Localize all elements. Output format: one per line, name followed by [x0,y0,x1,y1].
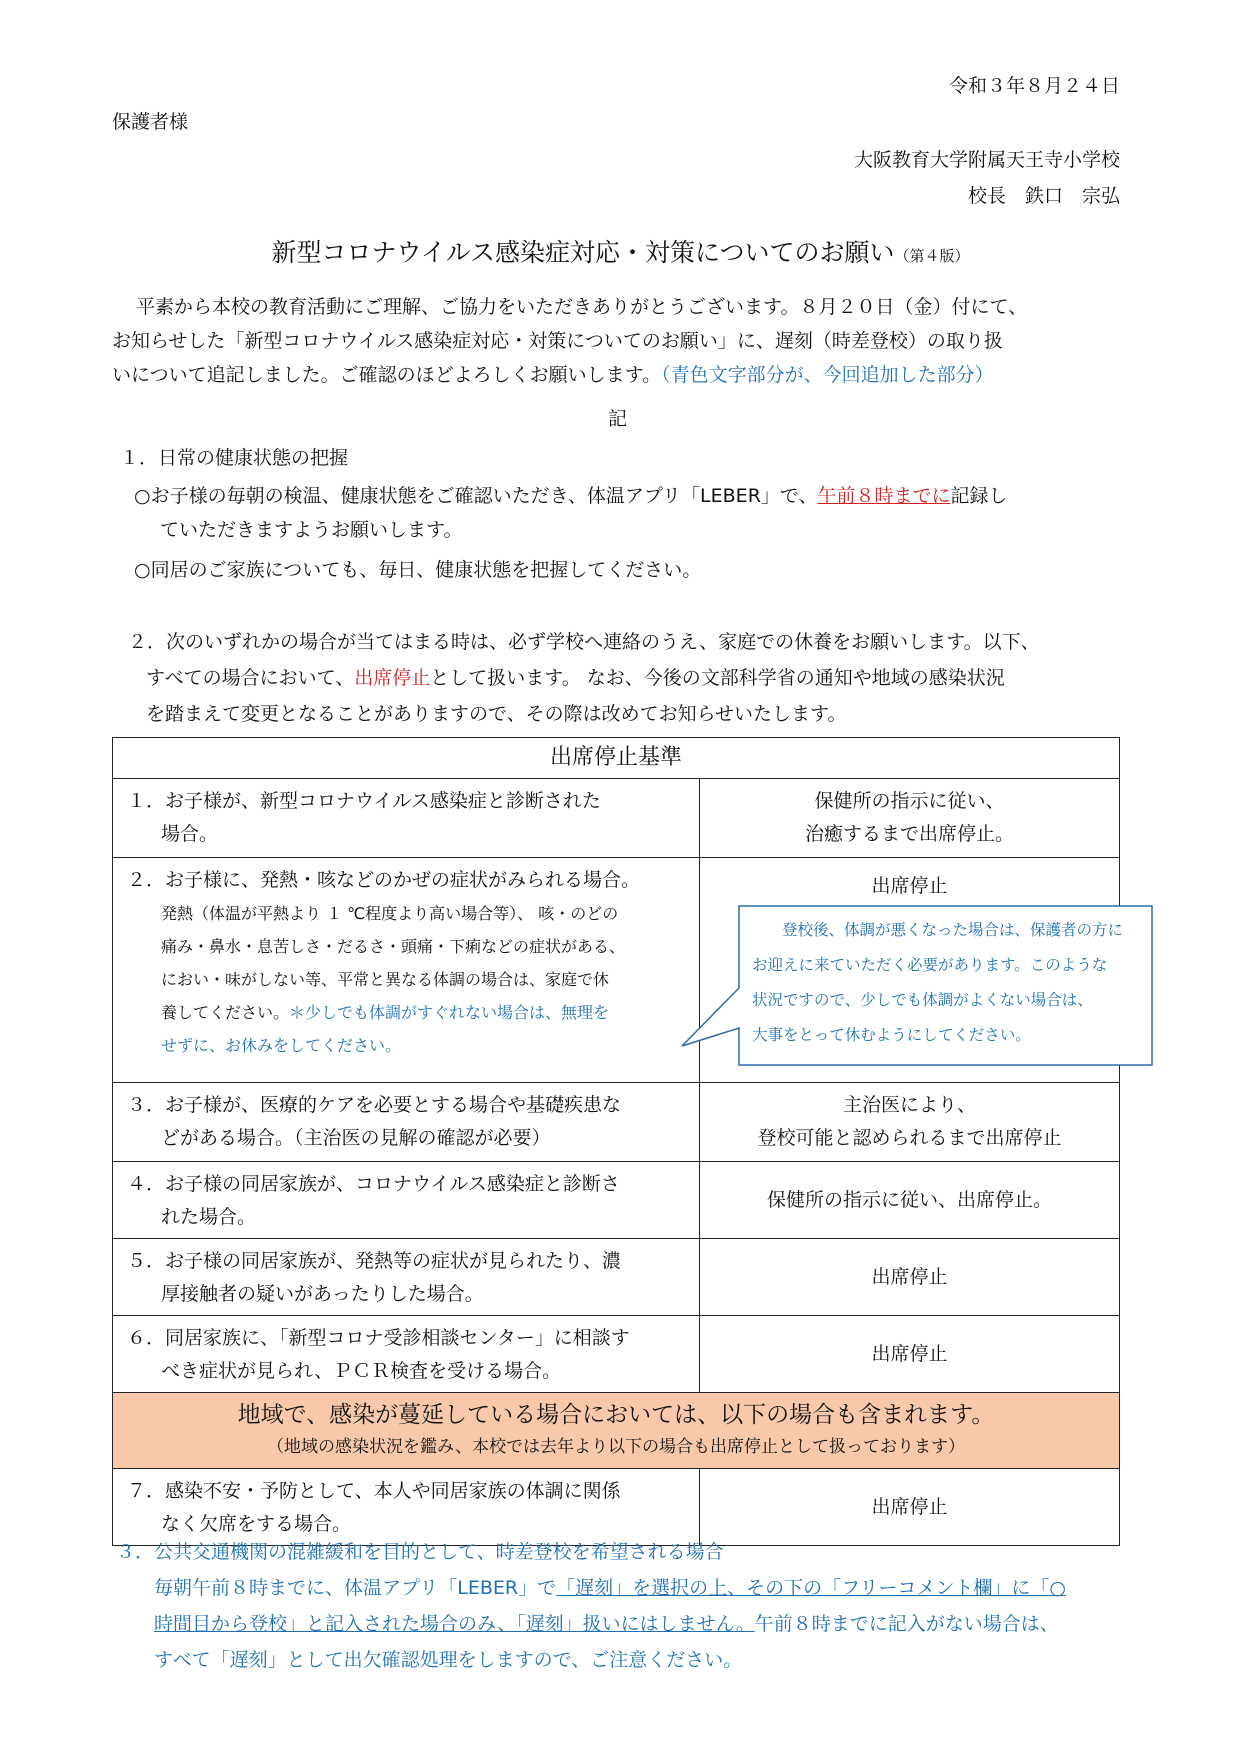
row-4-action [700,1162,1119,1238]
row-1-action [700,779,1119,857]
row-3-action [700,1083,1119,1161]
section-3-underlined-a: 「遅刻」を選択の上、その下の「フリーコメント欄」に「○ [556,1577,1066,1599]
table-header: 出席停止基準 [549,745,682,770]
row-1-line-1: １．お子様が、新型コロナウイルス感染症と診断された [127,790,601,812]
section-2-line-1: ２．次のいずれかの場合が当てはまる時は、必ず学校へ連絡のうえ、家庭での休養をお願いします。以下、 [128,631,1040,653]
table-row [113,1082,1119,1161]
row-7-line-2: なく欠席をする場合。 [161,1513,352,1535]
row-3-line-2: どがある場合。（主治医の見解の確認が必要） [161,1127,551,1149]
row-7-line-1: ７．感染不安・予防として、本人や同居家族の体調に関係 [127,1480,621,1502]
row-4-action-text: 保健所の指示に従い、出席停止。 [766,1188,1052,1211]
ki-label: 記 [608,408,628,430]
section-3-line-2 [116,1608,1126,1641]
row-6-condition [113,1316,700,1392]
section-3-line-3: すべて「遅刻」として出欠確認処理をしますので、ご注意ください。 [154,1649,743,1671]
row-3-line-1: ３．お子様が、医療的ケアを必要とする場合や基礎疾患な [127,1094,622,1116]
row-7-action-text: 出席停止 [871,1495,948,1518]
row-5-action [700,1239,1119,1315]
section-3-heading: ３．公共交通機関の混雑緩和を目的として、時差登校を希望される場合 [116,1541,724,1563]
row-2-detail-4: 養してください。 [161,1003,290,1022]
table-row [113,1238,1119,1315]
section-3-underlined-b: 時間目から登校」と記入された場合のみ、「遅刻」扱いにはしません。 [154,1613,755,1635]
table-row [113,1315,1119,1392]
row-3-condition [113,1083,700,1161]
intro-paragraph [112,290,1122,392]
row-4-line-2: れた場合。 [161,1206,257,1228]
table-row [113,778,1119,857]
row-6-action-text: 出席停止 [871,1342,948,1365]
row-5-line-1: ５．お子様の同居家族が、発熱等の症状が見られたり、濃 [127,1250,622,1272]
document-date: 令和３年８月２４日 [948,75,1120,97]
section-2-red-term: 出席停止 [354,667,431,689]
row-2-detail-2: 痛み・鼻水・息苦しさ・だるさ・頭痛・下痢などの症状がある、 [161,937,626,956]
section-3 [116,1536,1126,1677]
section-2-line-3: を踏まえて変更となることがありますので、その際は改めてお知らせいたします。 [146,703,847,725]
page-title [0,236,1241,273]
title-text: 新型コロナウイルス感染症対応・対策についてのお願い [271,238,895,267]
row-4-line-1: ４．お子様の同居家族が、コロナウイルス感染症と診断さ [127,1173,620,1195]
row-6-line-1: ６．同居家族に、「新型コロナ受診相談センター」に相談す [127,1327,630,1349]
bullet-1-text-a: ○お子様の毎朝の検温、健康状態をご確認いただき、体温アプリ「LEBER」で、 [134,485,818,507]
section-3-line-1 [116,1572,1126,1605]
table-row [113,1161,1119,1238]
addressee: 保護者様 [112,111,189,133]
section-1-bullet-2: ○同居のご家族についても、毎日、健康状態を把握してください。 [134,559,702,581]
row-1-line-2: 場合。 [161,823,219,845]
row-7-condition [113,1469,700,1545]
callout-line-4: 大事をとって休むようにしてください。 [752,1026,1031,1044]
row-1-condition [113,779,700,857]
edition-label: （第４版） [894,247,970,265]
callout-line-1: 登校後、体調が悪くなった場合は、保護者の方に [782,921,1124,939]
section-3-text-a: 毎朝午前８時までに、体温アプリ「LEBER」で [154,1577,557,1599]
section-2-line-2 [146,664,1005,692]
callout-text [752,913,1142,1053]
table-header-row [113,738,1119,778]
regional-spread-banner [113,1392,1119,1468]
table-row [113,1468,1119,1545]
section-3-text-b: 午前８時までに記入がない場合は、 [754,1613,1059,1635]
bullet-1-red-deadline: 午前８時までに [817,485,951,507]
callout-line-2: お迎えに来ていただく必要があります。このような [752,956,1108,974]
row-1-action-line-2: 治癒するまで出席停止。 [804,823,1014,845]
row-4-condition [113,1162,700,1238]
row-3-action-line-2: 登校可能と認められるまで出席停止 [757,1127,1062,1149]
principal-name: 校長 鉄口 宗弘 [967,185,1120,207]
callout-line-3: 状況ですので、少しでも体調がよくない場合は、 [752,991,1093,1009]
section-2-text-b: として扱います。 なお、今後の文部科学省の通知や地域の感染状況 [430,667,1005,689]
banner-main-text: 地域で、感染が蔓延している場合においては、以下の場合も含まれます。 [237,1402,995,1428]
row-5-line-2: 厚接触者の疑いがあったりした場合。 [161,1283,484,1305]
section-1-bullet-1 [134,482,1008,510]
row-2-detail-1: 発熱（体温が平熱より １ ℃程度より高い場合等）、 咳・のどの [161,904,619,923]
row-2-blue-note: ＊少しでも体調がすぐれない場合は、無理を [289,1003,610,1022]
row-2-action-text: 出席停止 [871,875,948,897]
row-2-detail-3: におい・味がしない等、平常と異なる体調の場合は、家庭で休 [161,970,610,989]
row-3-action-line-1: 主治医により、 [842,1094,976,1116]
row-7-action [700,1469,1119,1545]
intro-blue-note: （青色文字部分が、今回追加した部分） [661,364,994,386]
intro-line-2: お知らせした「新型コロナウイルス感染症対応・対策についてのお願い」に、遅刻（時差登校）の取り扱 [112,330,1003,352]
section-1-heading: １．日常の健康状態の把握 [120,447,349,469]
intro-line-1: 平素から本校の教育活動にご理解、ご協力をいただきありがとうございます。８月２０日（金）付にて、 [136,296,1028,318]
row-2-line-1: ２．お子様に、発熱・咳などのかぜの症状がみられる場合。 [127,869,641,891]
row-6-line-2: べき症状が見られ、ＰＣＲ検査を受ける場合。 [161,1360,562,1382]
section-2-text-a: すべての場合において、 [146,667,355,689]
row-2-condition [113,858,700,1082]
intro-line-3: いについて追記しました。ご確認のほどよろしくお願いします。 [112,364,662,386]
row-5-action-text: 出席停止 [871,1265,948,1288]
bullet-1-text-b: 記録し [950,485,1008,507]
row-6-action [700,1316,1119,1392]
row-5-condition [113,1239,700,1315]
banner-sub-text: （地域の感染状況を鑑み、本校では去年より以下の場合も出席停止として扱っております） [266,1437,966,1457]
section-1-bullet-1-cont: ていただきますようお願いします。 [160,519,463,541]
attendance-suspension-table [112,737,1120,1546]
school-name: 大阪教育大学附属天王寺小学校 [853,149,1120,171]
row-2-blue-note-cont: せずに、お休みをしてください。 [161,1036,402,1055]
row-1-action-line-1: 保健所の指示に従い、 [814,790,1005,812]
